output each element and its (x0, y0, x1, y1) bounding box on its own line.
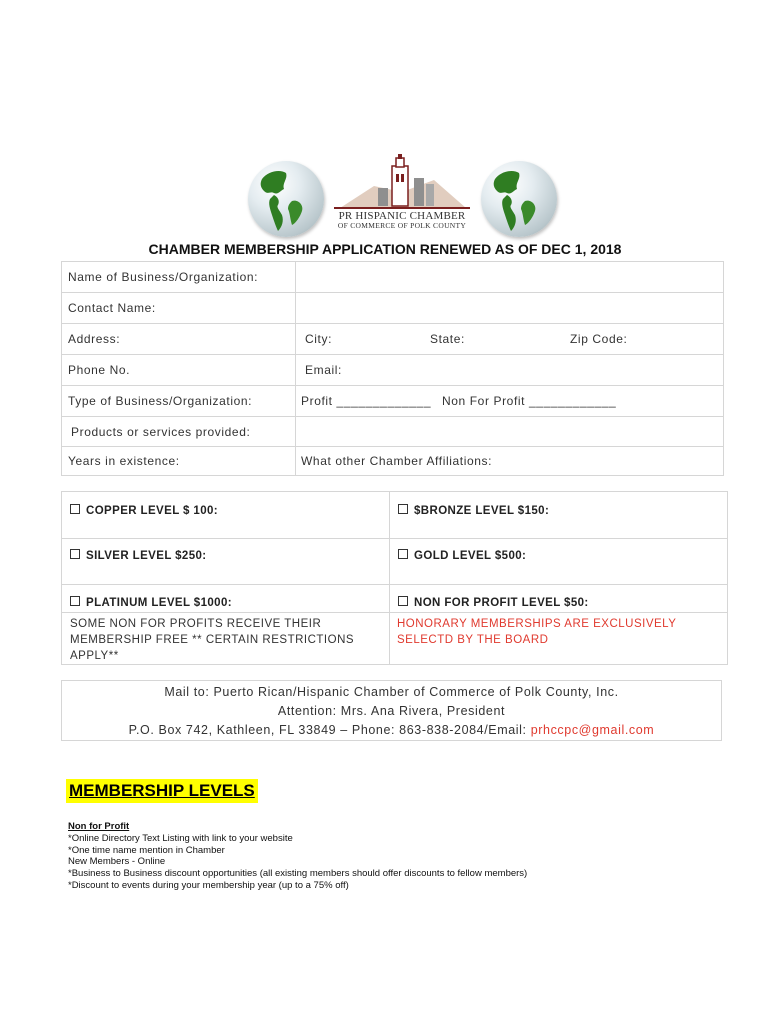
globe-logo-left (248, 161, 324, 237)
benefits-subheading: Non for Profit (68, 821, 130, 832)
address-label: Address: (68, 332, 121, 346)
globe-logo-right (481, 161, 557, 237)
copper-level-option[interactable] (70, 504, 218, 517)
list-item: *Business to Business discount opportunities (all existing members should offer discounts to fellow members) (68, 868, 528, 880)
business-name-field[interactable] (296, 262, 723, 292)
checkbox-icon[interactable] (70, 504, 80, 514)
attention-line: Attention: Mrs. Ana Rivera, President (277, 704, 506, 718)
form-row-business-name (62, 262, 723, 292)
checkbox-icon[interactable] (398, 504, 408, 514)
po-box-phone: P.O. Box 742, Kathleen, FL 33849 – Phone: 863-838-2084/Email: (128, 723, 531, 737)
silver-level-label: SILVER LEVEL $250: (86, 550, 207, 562)
email-link[interactable]: prhccpc@gmail.com (530, 723, 655, 737)
profit-option[interactable]: Profit _____________ (301, 394, 432, 408)
logo-name-line2: OF COMMERCE OF POLK COUNTY (337, 221, 467, 230)
checkbox-icon[interactable] (70, 549, 80, 559)
form-row-contact-name (62, 292, 723, 324)
membership-levels-table (61, 491, 728, 665)
nonprofit-level-label: NON FOR PROFIT LEVEL $50: (414, 597, 589, 609)
contact-name-field[interactable] (296, 293, 723, 324)
copper-level-label: COPPER LEVEL $ 100: (86, 505, 219, 517)
mailing-address-box (61, 680, 722, 741)
honorary-note: HONORARY MEMBERSHIPS ARE EXCLUSIVELY SELECTD BY THE BOARD (397, 618, 677, 646)
list-item: New Members - Online (68, 856, 166, 868)
affiliations-label[interactable]: What other Chamber Affiliations: (301, 454, 493, 468)
zip-code-label[interactable]: Zip Code: (570, 332, 628, 346)
products-field[interactable] (296, 417, 723, 447)
platinum-level-option[interactable] (70, 596, 232, 609)
silver-level-option[interactable] (70, 549, 207, 562)
mail-to-line: Mail to: Puerto Rican/Hispanic Chamber of Commerce of Polk County, Inc. (164, 685, 619, 699)
application-form-table (61, 261, 724, 476)
years-label: Years in existence: (68, 454, 180, 468)
state-label[interactable]: State: (430, 332, 465, 346)
city-label[interactable]: City: (305, 332, 332, 346)
form-row-type (62, 385, 723, 417)
building-icon (334, 154, 470, 210)
form-row-years (62, 446, 723, 476)
form-row-address (62, 323, 723, 355)
list-item: *Discount to events during your membership year (up to a 75% off) (68, 879, 349, 891)
checkbox-icon[interactable] (70, 596, 80, 606)
business-name-label: Name of Business/Organization: (68, 270, 259, 284)
gold-level-label: GOLD LEVEL $500: (414, 550, 527, 562)
bronze-level-option[interactable] (398, 504, 549, 517)
phone-label: Phone No. (68, 363, 131, 377)
logo-name-line1: PR HISPANIC CHAMBER (338, 210, 466, 222)
email-label[interactable]: Email: (305, 363, 342, 377)
form-row-products (62, 416, 723, 447)
checkbox-icon[interactable] (398, 596, 408, 606)
checkbox-icon[interactable] (398, 549, 408, 559)
contact-name-label: Contact Name: (68, 301, 156, 315)
nonprofit-level-option[interactable] (398, 596, 589, 609)
list-item: *Online Directory Text Listing with link to your website (68, 832, 293, 844)
benefits-list (68, 821, 527, 892)
chamber-logo (334, 154, 470, 236)
list-item: *One time name mention in Chamber (68, 844, 225, 856)
type-label: Type of Business/Organization: (68, 394, 253, 408)
globe-icon (481, 161, 557, 237)
platinum-level-label: PLATINUM LEVEL $1000: (86, 597, 233, 609)
products-label: Products or services provided: (71, 425, 251, 439)
nonprofit-note: SOME NON FOR PROFITS RECEIVE THEIR MEMBERSHIP FREE ** CERTAIN RESTRICTIONS APPLY** (70, 618, 355, 662)
globe-icon (248, 161, 324, 237)
page-title: CHAMBER MEMBERSHIP APPLICATION RENEWED AS OF DEC 1, 2018 (148, 241, 622, 257)
gold-level-option[interactable] (398, 549, 526, 562)
contact-line (62, 723, 721, 737)
form-row-phone (62, 354, 723, 386)
membership-levels-heading: MEMBERSHIP LEVELS (66, 779, 258, 803)
bronze-level-label: $BRONZE LEVEL $150: (414, 505, 550, 517)
nonprofit-option[interactable]: Non For Profit ____________ (442, 394, 617, 408)
